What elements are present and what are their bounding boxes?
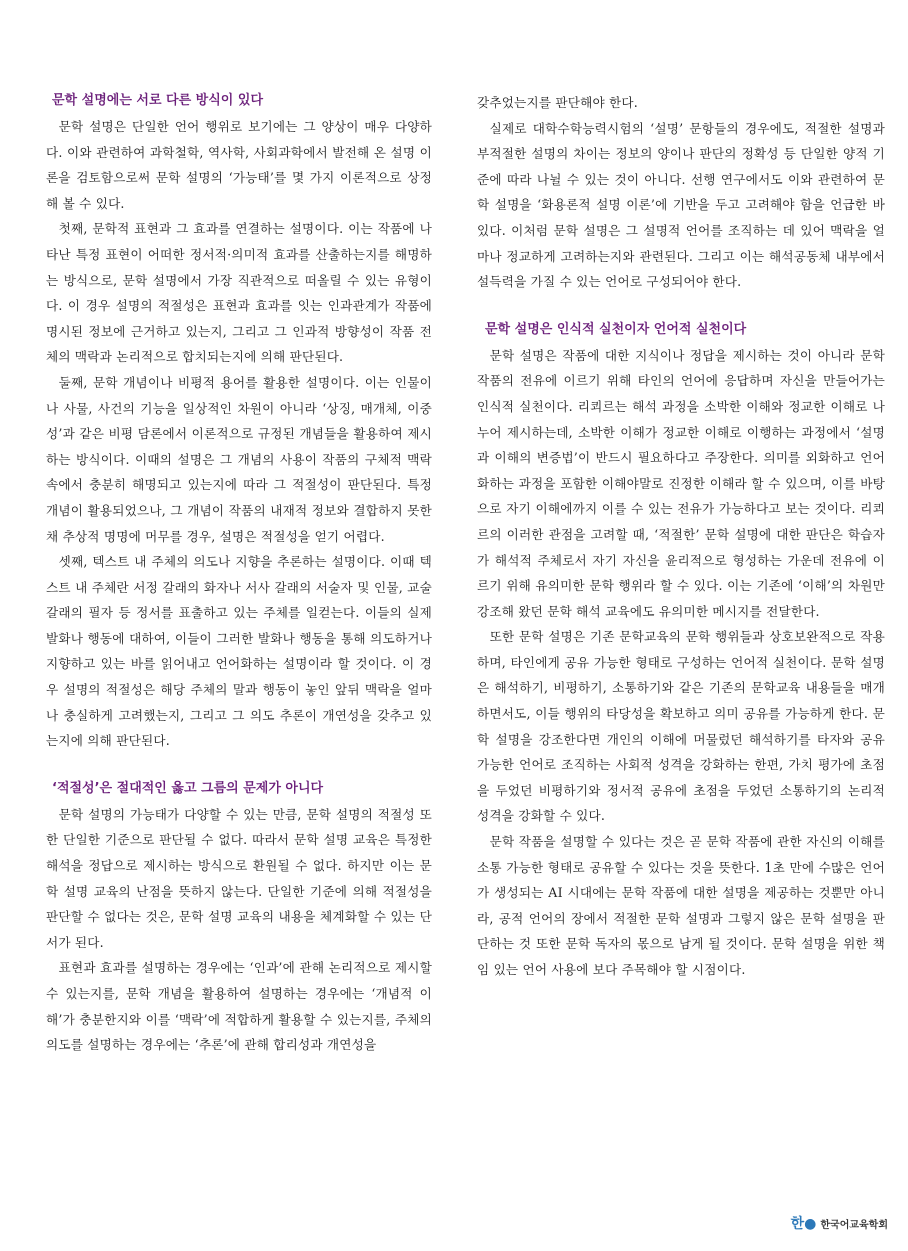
section-heading-2: ‘적절성’은 절대적인 옳고 그름의 문제가 아니다 (52, 780, 324, 796)
paragraph: 문학 작품을 설명할 수 있다는 것은 곧 문학 작품에 관한 자신의 이해를 소통 가능한 형태로 공유할 수 있다는 것을 뜻한다. 1초 만에 수많은 언어가 생성되는 AI 시대에는 문학 작품에 대한 설명을 제공하는 것뿐만 아니라, 공적 언어의 장에서 적절한 문학 설명과 그렇지 않은 문학 설명을 판단하는 것 또한 문학 독자의 몫으로 남게 될 것이다. 문학 설명을 위한 책임 있는 언어 사용에 보다 주목해야 할 시점이다. (477, 834, 885, 977)
paragraph-continuation: 갖추었는지를 판단해야 한다. (477, 95, 638, 110)
paragraph: 문학 설명의 가능태가 다양할 수 있는 만큼, 문학 설명의 적절성 또한 단일한 기준으로 판단될 수 없다. 따라서 문학 설명 교육은 특정한 해석을 정답으로 제시하는 방식으로 환원될 수 없다. 하지만 이는 문학 설명 교육의 난점을 뜻하지 않는다. 단일한 기준에 의해 적절성을 판단할 수 없다는 것은, 문학 설명 교육의 내용을 체계화할 수 있는 단서가 된다. (46, 806, 432, 950)
paragraph: 실제로 대학수학능력시험의 ‘설명’ 문항들의 경우에도, 적절한 설명과 부적절한 설명의 차이는 정보의 양이나 판단의 정확성 등 단일한 양적 기준에 따라 나뉠 수 있는 것이 아니다. 선행 연구에서도 이와 관련하여 문학 설명을 ‘화용론적 설명 이론’에 기반을 두고 고려해야 함을 언급한 바 있다. 이처럼 문학 설명은 그 설명적 언어를 조직하는 데 있어 맥락을 얼마나 정교하게 고려하는지와 관련된다. 그리고 이는 해석공동체 내부에서 설득력을 가질 수 있는 언어로 구성되어야 한다. (477, 120, 885, 290)
paragraph: 둘째, 문학 개념이나 비평적 용어를 활용한 설명이다. 이는 인물이나 사물, 사건의 기능을 일상적인 차원이 아니라 ‘상징, 매개체, 이중성’과 같은 비평 담론에서 이론적으로 규정된 개념들을 활용하여 제시하는 방식이다. 이때의 설명은 그 개념의 사용이 작품의 구체적 맥락 속에서 충분히 해명되고 있는지에 따라 그 적절성이 판단된다. 특정 개념이 활용되었으나, 그 개념이 작품의 내재적 정보와 결합하지 못한 채 추상적 명명에 머무를 경우, 설명은 적절성을 얻기 어렵다. (46, 374, 432, 544)
paragraph: 첫째, 문학적 표현과 그 효과를 연결하는 설명이다. 이는 작품에 나타난 특정 표현이 어떠한 정서적·의미적 효과를 산출하는지를 해명하는 방식으로, 문학 설명에서 가장 직관적으로 떠올릴 수 있는 유형이다. 이 경우 설명의 적절성은 표현과 효과를 잇는 인과관계가 작품에 명시된 정보에 근거하고 있는지, 그리고 그 인과적 방향성이 작품 전체의 맥락과 논리적으로 합치되는지에 의해 판단된다. (46, 221, 432, 365)
paragraph: 표현과 효과를 설명하는 경우에는 ‘인과’에 관해 논리적으로 제시할 수 있는지를, 문학 개념을 활용하여 설명하는 경우에는 ‘개념적 이해’가 충분한지와 이를 ‘맥락’에 적합하게 활용할 수 있는지를, 주체의 의도를 설명하는 경우에는 ‘추론’에 관해 합리성과 개연성을 (46, 960, 432, 1053)
paragraph: 문학 설명은 작품에 대한 지식이나 정답을 제시하는 것이 아니라 문학 작품의 전유에 이르기 위해 타인의 언어에 응답하며 자신을 만들어가는 인식적 실천이다. 리쾨르는 해석 과정을 소박한 이해와 정교한 이해로 나누어 제시하는데, 소박한 이해가 정교한 이해로 이행하는 과정에서 ‘설명과 이해의 변증법’이 반드시 필요하다고 주장한다. 의미를 외화하고 언어화하는 과정을 포함한 이해야말로 진정한 이해라 할 수 있으며, 이를 바탕으로 자기 이해에까지 이를 수 있는 전유가 가능하다고 보는 것이다. 리쾨르의 이러한 관점을 고려할 때, ‘적절한’ 문학 설명에 대한 판단은 학습자가 해석적 주체로서 자기 자신을 윤리적으로 형성하는 가운데 전유에 이르기 위해 유의미한 문학 행위라 할 수 있다. 이는 기존에 ‘이해’의 차원만 강조해 왔던 문학 해석 교육에도 유의미한 메시지를 전달한다. (477, 347, 885, 619)
left-column (46, 92, 432, 1058)
paragraph: 문학 설명은 단일한 언어 행위로 보기에는 그 양상이 매우 다양하다. 이와 관련하여 과학철학, 역사학, 사회과학에서 발전해 온 설명 이론을 검토함으로써 문학 설명의 ‘가능태’를 몇 가지 이론적으로 상정해 볼 수 있다. (46, 119, 432, 211)
section-heading-1: 문학 설명에는 서로 다른 방식이 있다 (52, 93, 263, 108)
logo-text: 한국어교육학회 (820, 1219, 888, 1231)
paragraph: 셋째, 텍스트 내 주체의 의도나 지향을 추론하는 설명이다. 이때 텍스트 내 주체란 서정 갈래의 화자나 서사 갈래의 서술자 및 인물, 교술 갈래의 필자 등 정서를 표출하고 있는 주체를 일컫는다. 이들의 실제 발화나 행동에 대하여, 이들이 그러한 발화나 행동을 통해 의도하거나 지향하고 있는 바를 읽어내고 언어화하는 설명이라 할 것이다. 이 경우 설명의 적절성은 해당 주체의 말과 행동이 놓인 앞뒤 맥락을 얼마나 충실하게 고려했는지, 그리고 그 의도 추론이 개연성을 갖추고 있는지에 의해 판단된다. (46, 554, 432, 749)
logo-icon: 한● (790, 1216, 817, 1232)
right-column (477, 90, 885, 983)
section-heading-3: 문학 설명은 인식적 실천이자 언어적 실천이다 (485, 321, 747, 337)
paragraph: 또한 문학 설명은 기존 문학교육의 문학 행위들과 상호보완적으로 작용하며, 타인에게 공유 가능한 형태로 구성하는 언어적 실천이다. 문학 설명은 해석하기, 비평하기, 소통하기와 같은 기존의 문학교육 내용들을 매개하면서도, 이들 행위의 타당성을 확보하고 의미 공유를 가능하게 한다. 문학 설명을 강조한다면 개인의 이해에 머물렀던 해석하기를 타자와 공유 가능한 언어로 조직하는 사회적 성격을 강화하는 한편, 가치 평가에 초점을 두었던 비평하기와 정서적 공유에 초점을 두었던 소통하기의 논리적 성격을 강화할 수 있다. (477, 629, 885, 824)
society-logo (791, 1213, 888, 1233)
